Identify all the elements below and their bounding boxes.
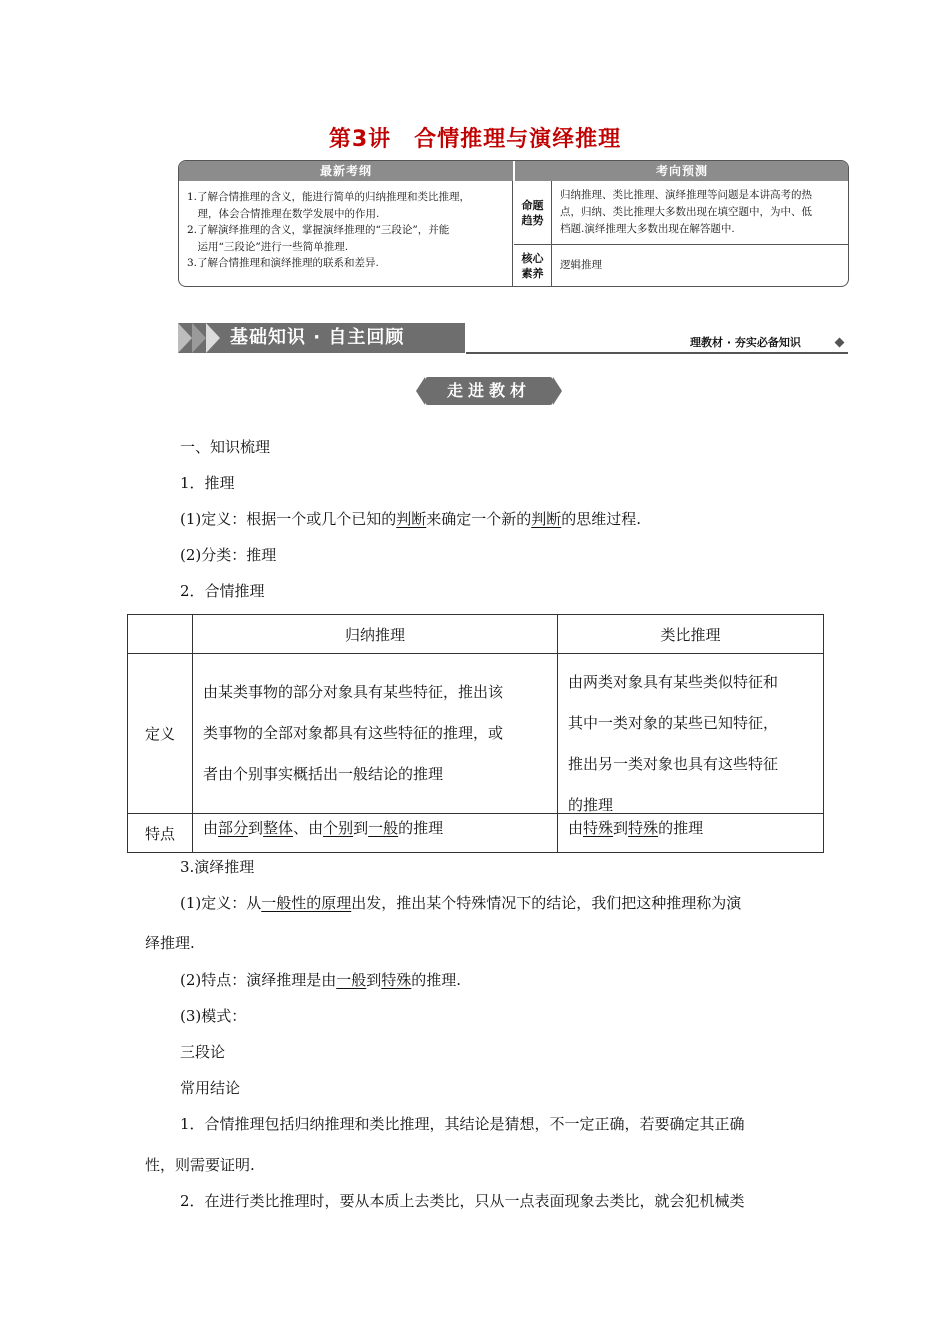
- requirement-line: 运用“三段论”进行一些简单推理.: [187, 240, 349, 253]
- underlined-answer: 一般性的原理: [261, 894, 352, 912]
- trend-label-line: 命题: [521, 198, 544, 212]
- section-banner: [178, 323, 465, 353]
- syllabus-requirements: [179, 181, 513, 286]
- literacy-text: [560, 245, 842, 286]
- banner-subtitle: 理教材 · 夯实必备知识: [690, 336, 801, 349]
- chevron-icon: [206, 323, 220, 353]
- analogy-definition-cell: [558, 654, 823, 814]
- chevron-icon: [192, 323, 206, 353]
- requirement-line: 2.了解演绎推理的含义，掌握演绎推理的“三段论”，并能: [187, 224, 450, 236]
- syllogism-text: 三段论: [180, 1043, 226, 1061]
- text: 的思维过程.: [561, 510, 642, 528]
- text: 、由: [293, 819, 324, 837]
- deduction-mode: (3)模式：: [180, 1007, 247, 1025]
- induction-definition-cell: [193, 654, 558, 814]
- text: (1)定义：根据一个或几个已知的: [180, 510, 397, 528]
- text: 的推理: [398, 819, 444, 837]
- underlined-answer: 整体: [263, 819, 294, 837]
- cell-line: 由两类对象具有某些类似特征和: [568, 673, 779, 691]
- literacy-label-line: 核心: [521, 251, 544, 265]
- conclusion-1: 1．合情推理包括归纳推理和类比推理，其结论是猜想，不一定正确，若要确定其正确: [180, 1115, 745, 1133]
- induction-feature-cell: [193, 814, 558, 852]
- text: 到: [248, 819, 264, 837]
- diamond-icon: [835, 338, 845, 348]
- trend-text: [560, 181, 842, 244]
- cell-line: 其中一类对象的某些已知特征，: [568, 714, 779, 732]
- chevron-icon: [178, 323, 192, 353]
- table-header-analogy: 类比推理: [558, 615, 823, 654]
- requirement-line: 1.了解合情推理的含义，能进行简单的归纳推理和类比推理，: [187, 191, 471, 203]
- trend-label: [514, 181, 552, 244]
- conclusion-2: 2．在进行类比推理时，要从本质上去类比，只从一点表面现象去类比，就会犯机械类: [180, 1192, 745, 1210]
- literacy-label-line: 素养: [521, 266, 544, 280]
- cell-line: 由某类事物的部分对象具有某些特征，推出该: [203, 683, 504, 701]
- text: 的推理: [658, 819, 704, 837]
- conclusion-1-cont: 性，则需要证明.: [145, 1156, 255, 1174]
- heading-deduction: 3.演绎推理: [180, 858, 255, 876]
- requirement-line: 理，体会合情推理在数学发展中的作用.: [187, 207, 380, 220]
- inference-classification: (2)分类：推理: [180, 546, 277, 564]
- underlined-answer: 特殊: [628, 819, 659, 837]
- underlined-answer: 一般: [368, 819, 399, 837]
- comparison-table: [127, 614, 824, 853]
- banner-rule: [466, 352, 848, 354]
- trend-row: [514, 181, 848, 245]
- cell-line: 者由个别事实概括出一般结论的推理: [203, 765, 444, 783]
- text: (2)特点：演绎推理是由: [180, 971, 337, 989]
- text: 到: [366, 971, 382, 989]
- underlined-answer: 判断: [396, 510, 427, 528]
- cell-line: 类事物的全部对象都具有这些特征的推理，或: [203, 724, 504, 742]
- trend-line: 归纳推理、类比推理、演绎推理等问题是本讲高考的热: [560, 189, 812, 201]
- syllabus-box: [178, 160, 849, 287]
- banner-title: 基础知识 · 自主回顾: [230, 327, 405, 348]
- heading-common-conclusions: 常用结论: [180, 1079, 241, 1097]
- cell-line: 的推理: [568, 796, 614, 814]
- text: 到: [613, 819, 629, 837]
- trend-label-line: 趋势: [521, 213, 544, 227]
- text: 到: [353, 819, 369, 837]
- inference-definition: [180, 509, 641, 529]
- syllabus-left-header: 最新考纲: [179, 161, 513, 181]
- text: 出发，推出某个特殊情况下的结论，我们把这种推理称为演: [351, 894, 742, 912]
- row-label-feature: 特点: [128, 814, 193, 852]
- heading-knowledge: 一、知识梳理: [180, 438, 271, 456]
- underlined-answer: 特殊: [381, 971, 412, 989]
- deduction-feature: [180, 970, 461, 990]
- page-title: 第3讲 合情推理与演绎推理: [328, 127, 622, 152]
- heading-plausible: 2．合情推理: [180, 582, 265, 600]
- literacy-row: [514, 245, 848, 286]
- requirement-line: 3.了解合情推理和演绎推理的联系和差异.: [187, 257, 379, 269]
- text: 由: [203, 819, 219, 837]
- text: 由: [568, 819, 584, 837]
- literacy-value: 逻辑推理: [560, 259, 602, 271]
- underlined-answer: 部分: [218, 819, 249, 837]
- heading-inference: 1．推理: [180, 474, 235, 492]
- literacy-label: [514, 245, 552, 286]
- text: 的推理.: [411, 971, 462, 989]
- underlined-answer: 个别: [323, 819, 354, 837]
- underlined-answer: 判断: [531, 510, 562, 528]
- section-label: 走进教材: [425, 377, 553, 405]
- underlined-answer: 特殊: [583, 819, 614, 837]
- cell-line: 推出另一类对象也具有这些特征: [568, 755, 779, 773]
- underlined-answer: 一般: [336, 971, 367, 989]
- deduction-definition-cont: 绎推理.: [145, 934, 195, 952]
- trend-line: 点，归纳、类比推理大多数出现在填空题中，为中、低: [560, 206, 812, 218]
- row-label-definition: 定义: [128, 654, 193, 814]
- deduction-definition: [180, 893, 741, 913]
- text: (1)定义：从: [180, 894, 262, 912]
- analogy-feature-cell: [558, 814, 823, 852]
- table-corner-cell: [128, 615, 193, 654]
- table-header-induction: 归纳推理: [193, 615, 558, 654]
- trend-line: 档题.演绎推理大多数出现在解答题中.: [560, 223, 735, 235]
- text: 来确定一个新的: [426, 510, 532, 528]
- syllabus-right-header: 考向预测: [514, 161, 849, 181]
